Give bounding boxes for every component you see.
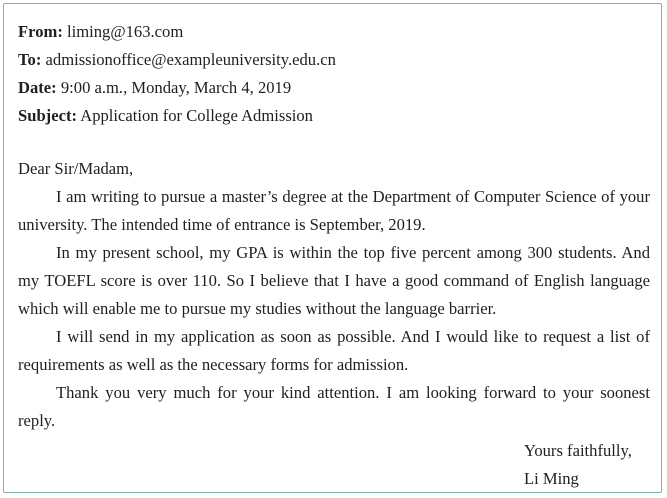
closing-phrase: Yours faithfully, (524, 441, 632, 460)
from-line (18, 18, 650, 46)
subject-value: Application for College Admission (80, 106, 313, 125)
body-paragraph: I am writing to pursue a master’s degree at the Department of Computer Science of your university. The intended time of entrance is September, 2019. (18, 187, 650, 234)
subject-label: Subject: (18, 106, 77, 125)
date-label: Date: (18, 78, 57, 97)
from-label: From: (18, 22, 63, 41)
date-value: 9:00 a.m., Monday, March 4, 2019 (60, 78, 292, 97)
to-value: admissionoffice@exampleuniversity.edu.cn (45, 50, 336, 69)
body-paragraph: I will send in my application as soon as possible. And I would like to request a list of requirements as well as the necessary forms for admission. (18, 327, 650, 374)
letter-frame (3, 3, 662, 493)
date-line (18, 74, 650, 102)
closing-block (18, 437, 650, 493)
body-paragraph: In my present school, my GPA is within the top five percent among 300 students. And my TOEFL score is over 110. So I believe that I have a good command of English language which will enable me to pursue my studies without the language barrier. (18, 243, 650, 318)
email-letter (18, 18, 650, 493)
signature: Li Ming (524, 469, 579, 488)
to-label: To: (18, 50, 42, 69)
to-line (18, 46, 650, 74)
salutation: Dear Sir/Madam, (18, 159, 134, 178)
from-value: liming@163.com (67, 22, 184, 41)
body-paragraph: Thank you very much for your kind attention. I am looking forward to your soonest reply. (18, 383, 650, 430)
subject-line (18, 102, 650, 130)
